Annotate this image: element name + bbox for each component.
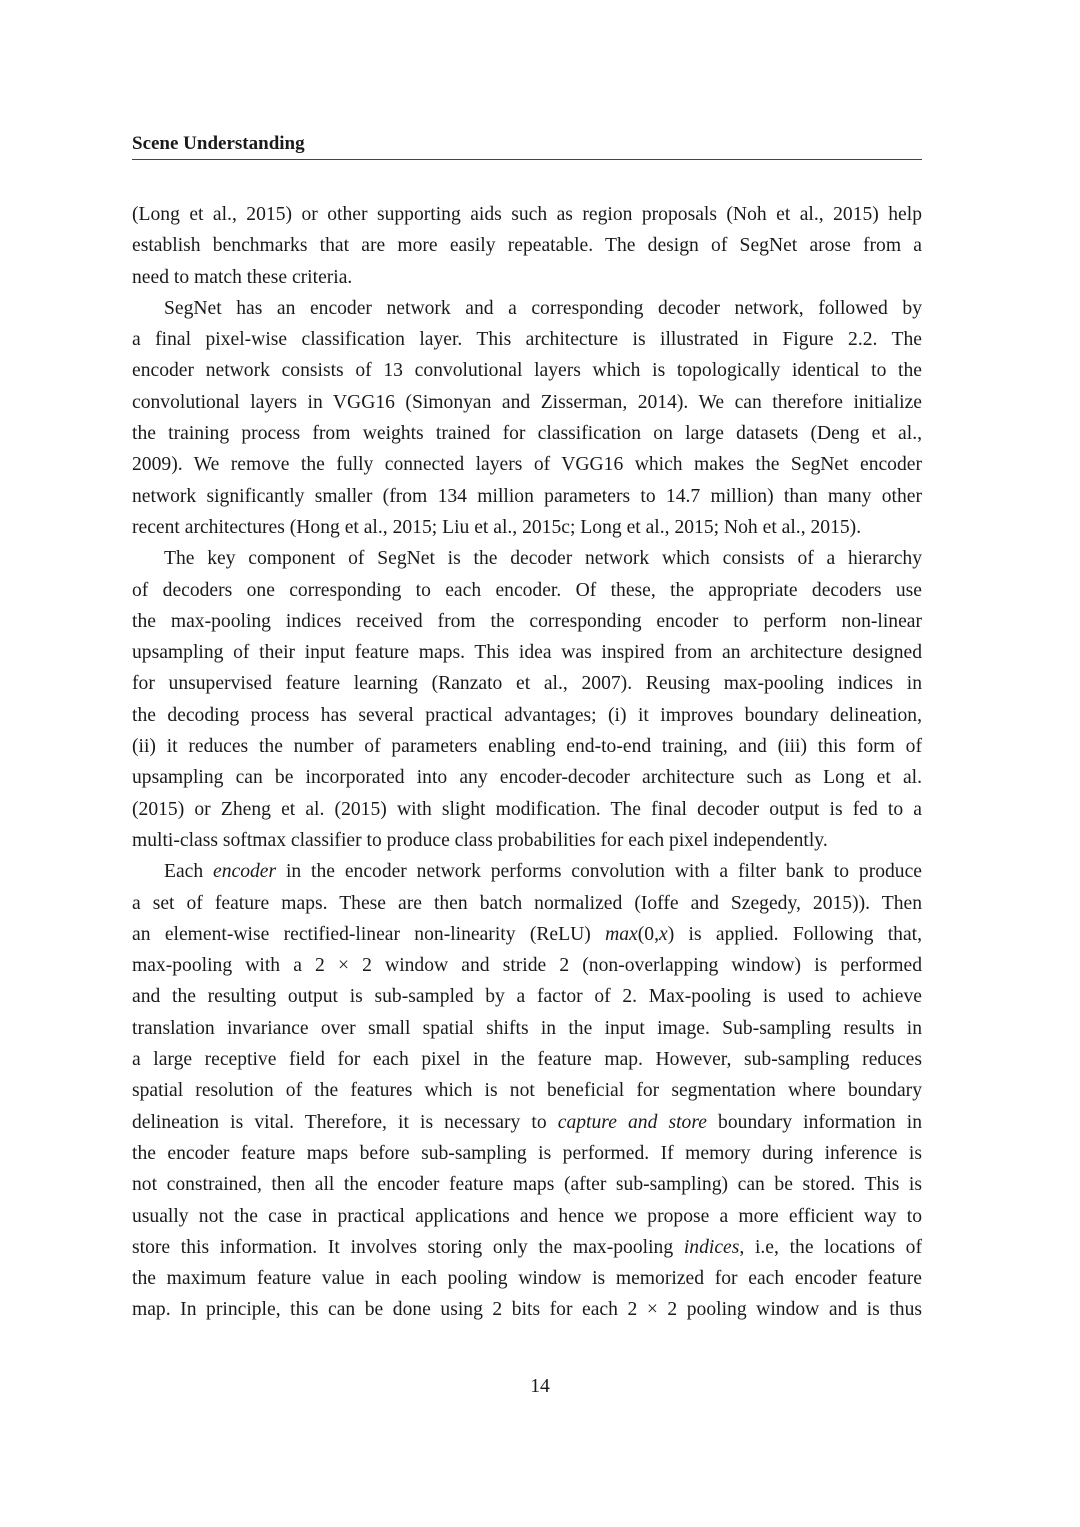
text-line: of decoders one corresponding to each encoder. Of these, the appropriate decoders use xyxy=(132,579,922,601)
text-line: Each encoder in the encoder network performs convolution with a filter bank to produce xyxy=(164,861,922,883)
text-line: usually not the case in practical applications and hence we propose a more efficient way to xyxy=(132,1205,922,1227)
text-line: establish benchmarks that are more easily repeatable. The design of SegNet arose from a xyxy=(132,235,922,257)
text-line: a final pixel-wise classification layer. This architecture is illustrated in Figure 2.2. The xyxy=(132,329,922,351)
text-line: (ii) it reduces the number of parameters enabling end-to-end training, and (iii) this form of xyxy=(132,736,922,758)
text-line: (Long et al., 2015) or other supporting aids such as region proposals (Noh et al., 2015) help xyxy=(132,204,922,225)
page-number: 14 xyxy=(530,1376,550,1397)
text-line: 2009). We remove the fully connected layers of VGG16 which makes the SegNet encoder xyxy=(132,454,922,476)
text-line: delineation is vital. Therefore, it is necessary to capture and store boundary information in xyxy=(132,1111,922,1133)
text-line: map. In principle, this can be done using 2 bits for each 2 × 2 pooling window and is thus xyxy=(132,1299,922,1321)
text-line: (2015) or Zheng et al. (2015) with slight modification. The final decoder output is fed to a xyxy=(132,798,922,820)
paragraph xyxy=(132,293,922,543)
paragraph xyxy=(132,199,922,293)
text-line: upsampling can be incorporated into any encoder-decoder architecture such as Long et al. xyxy=(132,767,922,789)
body-text xyxy=(132,199,922,1326)
header-rule xyxy=(132,159,922,160)
text-line: an element-wise rectified-linear non-linearity (ReLU) max(0,x) is applied. Following that, xyxy=(132,923,922,945)
text-line: max-pooling with a 2 × 2 window and stride 2 (non-overlapping window) is performed xyxy=(132,955,922,977)
text-line: SegNet has an encoder network and a corresponding decoder network, followed by xyxy=(164,297,922,319)
text-line: a large receptive field for each pixel in the feature map. However, sub-sampling reduces xyxy=(132,1049,922,1071)
text-line: for unsupervised feature learning (Ranzato et al., 2007). Reusing max-pooling indices in xyxy=(132,673,922,695)
running-header-title: Scene Understanding xyxy=(132,133,305,154)
text-line: the max-pooling indices received from the corresponding encoder to perform non-linear xyxy=(132,610,922,632)
text-line: convolutional layers in VGG16 (Simonyan and Zisserman, 2014). We can therefore initialize xyxy=(132,391,922,413)
text-line: the encoder feature maps before sub-sampling is performed. If memory during inference is xyxy=(132,1142,922,1164)
paragraph xyxy=(132,543,922,856)
text-line: encoder network consists of 13 convolutional layers which is topologically identical to the xyxy=(132,360,922,382)
text-line: spatial resolution of the features which is not beneficial for segmentation where boundary xyxy=(132,1080,922,1102)
text-line: the decoding process has several practical advantages; (i) it improves boundary delineation, xyxy=(132,704,922,726)
text-line: need to match these criteria. xyxy=(132,266,353,288)
text-line: store this information. It involves storing only the max-pooling indices, i.e, the locations of xyxy=(132,1236,922,1258)
text-line: recent architectures (Hong et al., 2015; Liu et al., 2015c; Long et al., 2015; Noh et al., 2015). xyxy=(132,516,862,538)
paragraph xyxy=(132,856,922,1325)
text-line: the maximum feature value in each pooling window is memorized for each encoder feature xyxy=(132,1268,922,1290)
text-line: The key component of SegNet is the decoder network which consists of a hierarchy xyxy=(164,548,922,570)
text-line: multi-class softmax classifier to produce class probabilities for each pixel independently. xyxy=(132,829,828,851)
text-line: translation invariance over small spatial shifts in the input image. Sub-sampling results in xyxy=(132,1017,922,1039)
text-line: not constrained, then all the encoder feature maps (after sub-sampling) can be stored. This is xyxy=(132,1174,922,1196)
running-header xyxy=(132,132,922,156)
text-line: network significantly smaller (from 134 million parameters to 14.7 million) than many other xyxy=(132,485,922,507)
text-line: the training process from weights trained for classification on large datasets (Deng et al., xyxy=(132,423,922,445)
text-line: upsampling of their input feature maps. This idea was inspired from an architecture designed xyxy=(132,642,922,664)
text-line: a set of feature maps. These are then batch normalized (Ioffe and Szegedy, 2015)). Then xyxy=(132,892,922,914)
text-line: and the resulting output is sub-sampled by a factor of 2. Max-pooling is used to achieve xyxy=(132,986,922,1008)
